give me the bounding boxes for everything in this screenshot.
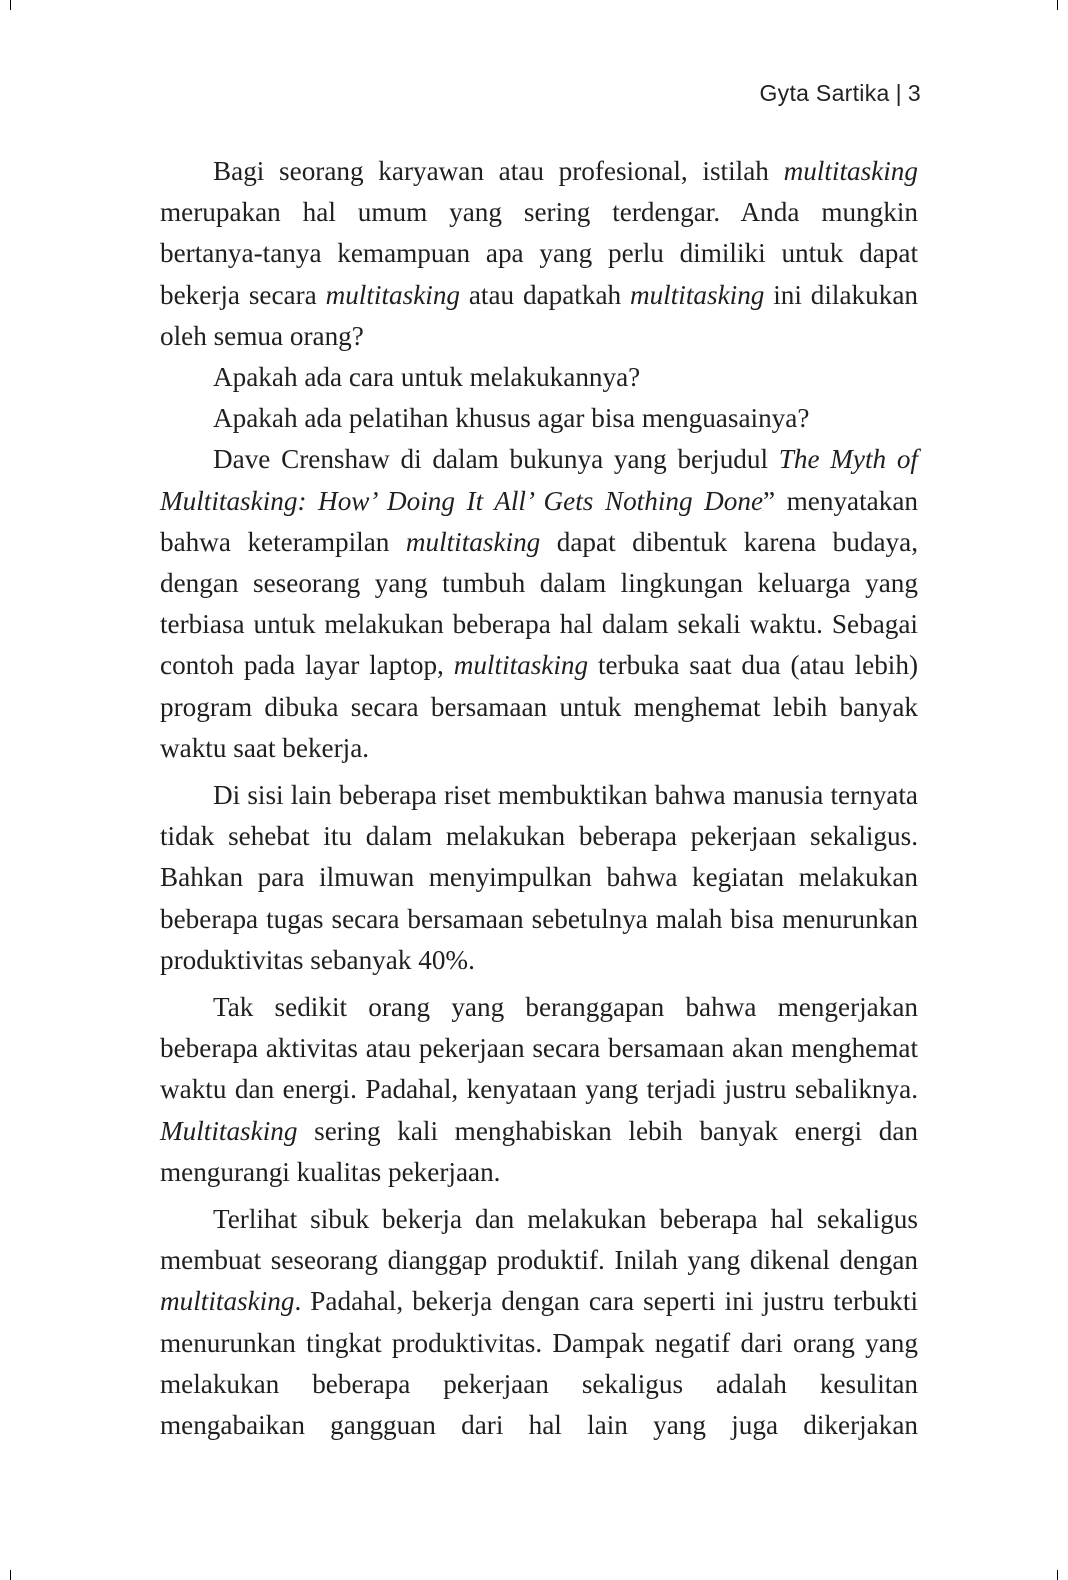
crop-mark-top-left: [0, 0, 11, 10]
paragraph-4-italic-2: multitasking: [405, 526, 541, 557]
paragraph-6-italic-1: Multitasking: [160, 1115, 298, 1146]
crop-mark-bottom-right: [1057, 1570, 1068, 1580]
paragraph-1-text-1: Bagi seorang karyawan atau profesional, istilah: [213, 156, 784, 186]
paragraph-1-text-2: merupakan hal umum yang sering terdengar. Anda mungkin bertanya-tanya kemampuan apa yang perlu dimiliki untuk dapat bekerja secara: [160, 197, 918, 310]
paragraph-1-italic-1: multitasking: [783, 156, 918, 186]
page-number: 3: [907, 80, 921, 106]
body-text: [160, 151, 918, 1446]
paragraph-6: [160, 987, 918, 1193]
paragraph-6-text-1: Tak sedikit orang yang beranggapan bahwa mengerjakan beberapa aktivitas atau pekerjaan secara bersamaan akan menghemat waktu dan energi. Padahal, kenyataan yang terjadi justru sebaliknya.: [160, 992, 918, 1105]
crop-mark-bottom-left: [0, 1570, 11, 1580]
paragraph-1-italic-3: multitasking: [629, 279, 765, 310]
paragraph-1-text-4: ini dilakukan oleh semua orang?: [160, 279, 918, 351]
crop-mark-top-right: [1057, 0, 1068, 10]
paragraph-3: Apakah ada pelatihan khusus agar bisa menguasainya?: [213, 403, 810, 434]
book-title: The Myth of Multitasking: How’ Doing It All’ Gets Nothing Done: [160, 444, 918, 516]
paragraph-4-text-2: ” menyatakan bahwa keterampilan: [160, 485, 918, 557]
paragraph-7-text-2: . Padahal, bekerja dengan cara seperti ini justru terbukti menurunkan tingkat produktivitas. Dampak negatif dari orang yang melakukan beberapa pekerjaan sekaligus adalah kesulitan mengabaikan gangguan dari hal lain yang juga dikerjakan: [160, 1286, 918, 1441]
header-separator: |: [895, 80, 902, 106]
paragraph-6-text-2: sering kali menghabiskan lebih banyak energi dan mengurangi kualitas pekerjaan.: [160, 1115, 918, 1187]
paragraph-1: [160, 151, 918, 357]
paragraph-7-italic-1: multitasking: [160, 1286, 295, 1317]
paragraph-4-text-4: terbuka saat dua (atau lebih) program dibuka secara bersamaan untuk menghemat lebih banyak waktu saat bekerja.: [160, 650, 919, 763]
header-author: Gyta Sartika: [759, 80, 890, 106]
paragraph-5: Di sisi lain beberapa riset membuktikan bahwa manusia ternyata tidak sehebat itu dalam melakukan beberapa pekerjaan sekaligus. Bahkan para ilmuwan menyimpulkan bahwa kegiatan melakukan beberapa tugas secara bersamaan sebetulnya malah bisa menurunkan produktivitas sebanyak 40%.: [160, 780, 918, 975]
paragraph-4-text-3: dapat dibentuk karena budaya, dengan seseorang yang tumbuh dalam lingkungan keluarga yang terbiasa untuk melakukan beberapa hal dalam sekali waktu. Sebagai contoh pada layar laptop,: [160, 526, 918, 681]
paragraph-4-text-1: Dave Crenshaw di dalam bukunya yang berjudul: [213, 444, 779, 475]
paragraph-1-italic-2: multitasking: [325, 279, 461, 310]
paragraph-4-italic-3: multitasking: [453, 650, 589, 681]
paragraph-1-text-3: atau dapatkah: [460, 279, 630, 310]
paragraph-7-text-1: Terlihat sibuk bekerja dan melakukan beberapa hal sekaligus membuat seseorang dianggap produktif. Inilah yang dikenal dengan: [160, 1204, 918, 1276]
paragraph-2: Apakah ada cara untuk melakukannya?: [213, 362, 641, 393]
paragraph-7: [160, 1199, 918, 1446]
running-header: [759, 80, 921, 107]
paragraph-4: [160, 439, 918, 769]
